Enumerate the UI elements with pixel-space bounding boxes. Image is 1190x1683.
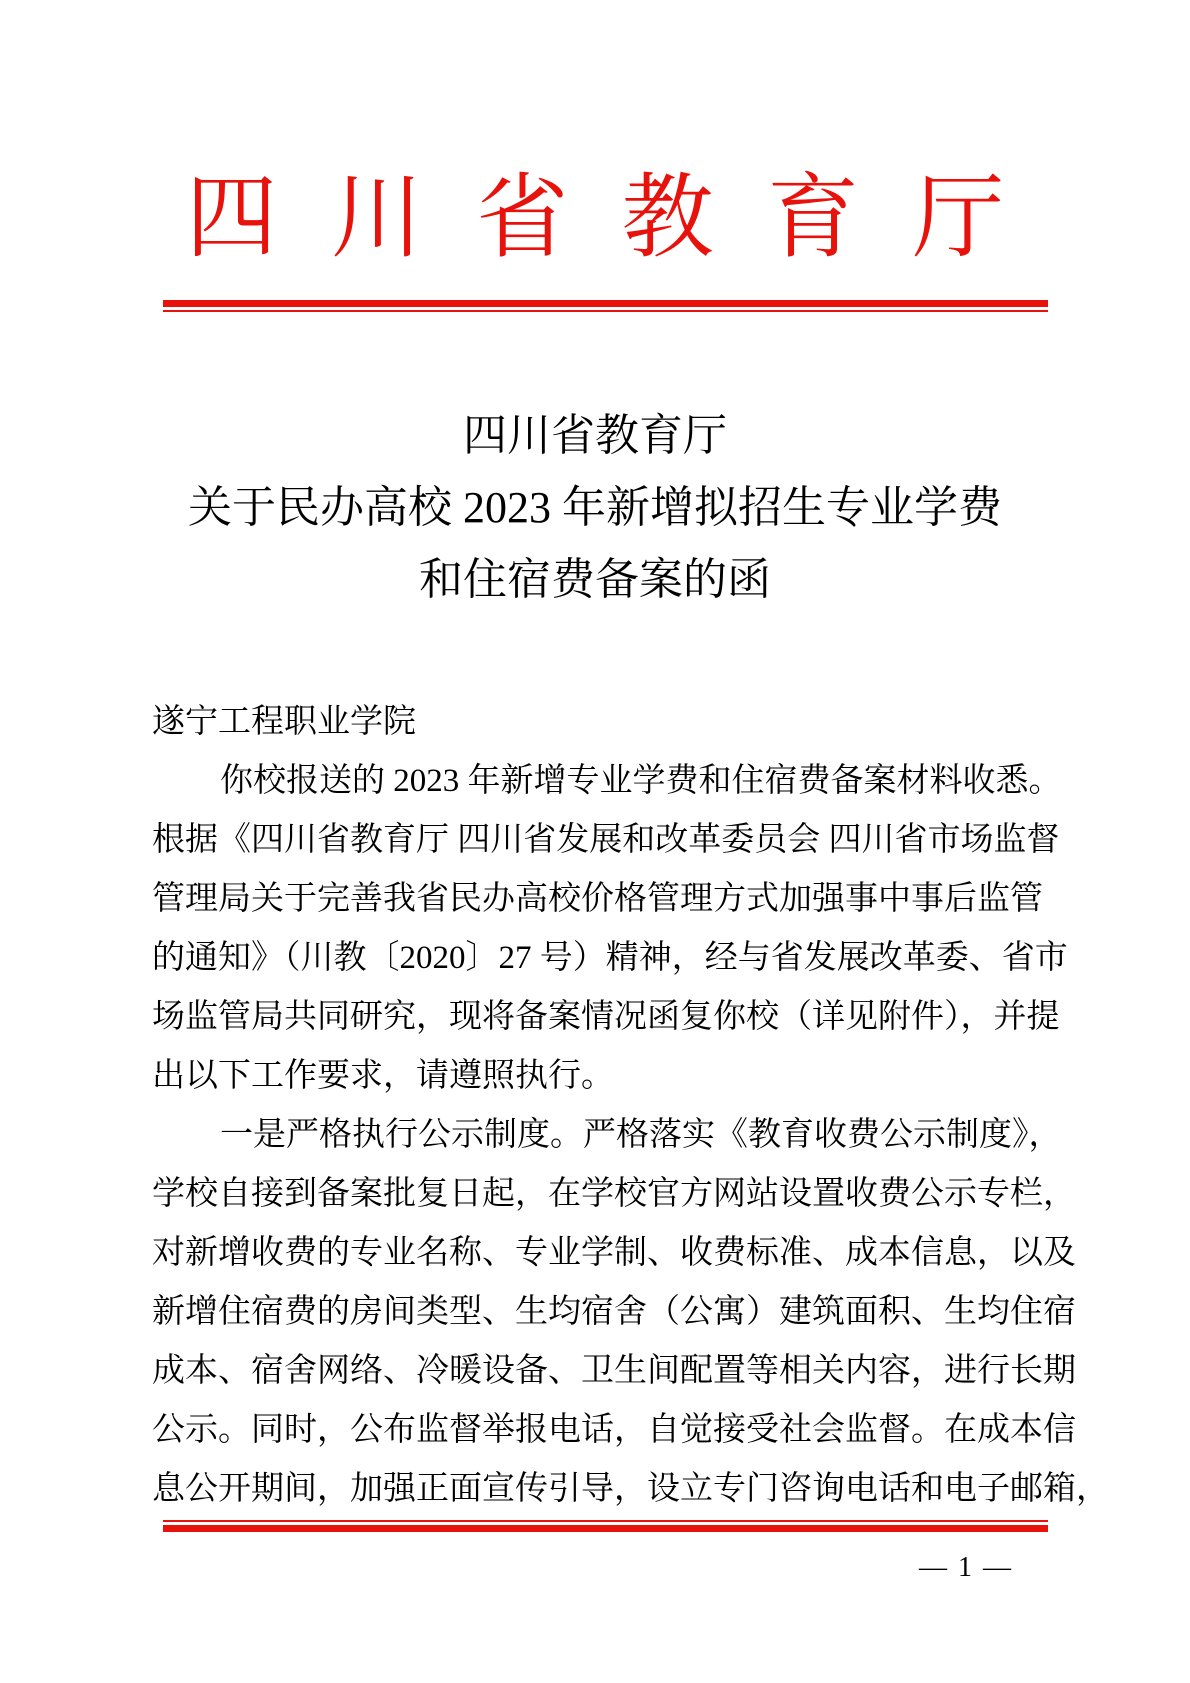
footer-rule-thick-line [163, 1525, 1048, 1532]
footer-double-rule [163, 1520, 1048, 1532]
document-title-line-2: 关于民办高校 2023 年新增拟招生专业学费 [188, 483, 1002, 532]
body-text [152, 693, 1109, 1519]
document-title [0, 400, 1190, 616]
body-line: 出以下工作要求，请遵照执行。 [152, 1058, 614, 1094]
body-line: 新增住宿费的房间类型、生均宿舍（公寓）建筑面积、生均住宿 [152, 1294, 1076, 1330]
body-line: 一是严格执行公示制度。严格落实《教育收费公示制度》， [220, 1117, 1062, 1153]
document-title-line-1: 四川省教育厅 [463, 411, 727, 460]
document-title-line-3: 和住宿费备案的函 [419, 555, 771, 604]
header-double-rule [163, 300, 1048, 312]
letterhead-agency-name: 四川省教育厅 [185, 167, 1058, 269]
body-line: 公示。同时，公布监督举报电话，自觉接受社会监督。在成本信 [152, 1412, 1076, 1448]
header-rule-thick-line [163, 300, 1048, 307]
body-line: 息公开期间，加强正面宣传引导，设立专门咨询电话和电子邮箱， [152, 1471, 1109, 1507]
header-rule-thin-line [163, 310, 1048, 312]
body-line: 对新增收费的专业名称、专业学制、收费标准、成本信息，以及 [152, 1235, 1076, 1271]
body-line: 场监管局共同研究，现将备案情况函复你校（详见附件），并提 [152, 999, 1060, 1035]
letterhead [0, 168, 1190, 295]
body-line: 根据《四川省教育厅 四川省发展和改革委员会 四川省市场监督 [152, 822, 1060, 858]
body-line: 的通知》（川教〔2020〕27 号）精神，经与省发展改革委、省市 [152, 940, 1068, 976]
page-number: — 1 — [919, 1552, 1013, 1583]
body-line: 学校自接到备案批复日起，在学校官方网站设置收费公示专栏， [152, 1176, 1076, 1212]
body-line: 你校报送的 2023 年新增专业学费和住宿费备案材料收悉。 [220, 763, 1062, 799]
addressee: 遂宁工程职业学院 [152, 704, 416, 740]
body-line: 成本、宿舍网络、冷暖设备、卫生间配置等相关内容，进行长期 [152, 1353, 1076, 1389]
body-line: 管理局关于完善我省民办高校价格管理方式加强事中事后监管 [152, 881, 1043, 917]
